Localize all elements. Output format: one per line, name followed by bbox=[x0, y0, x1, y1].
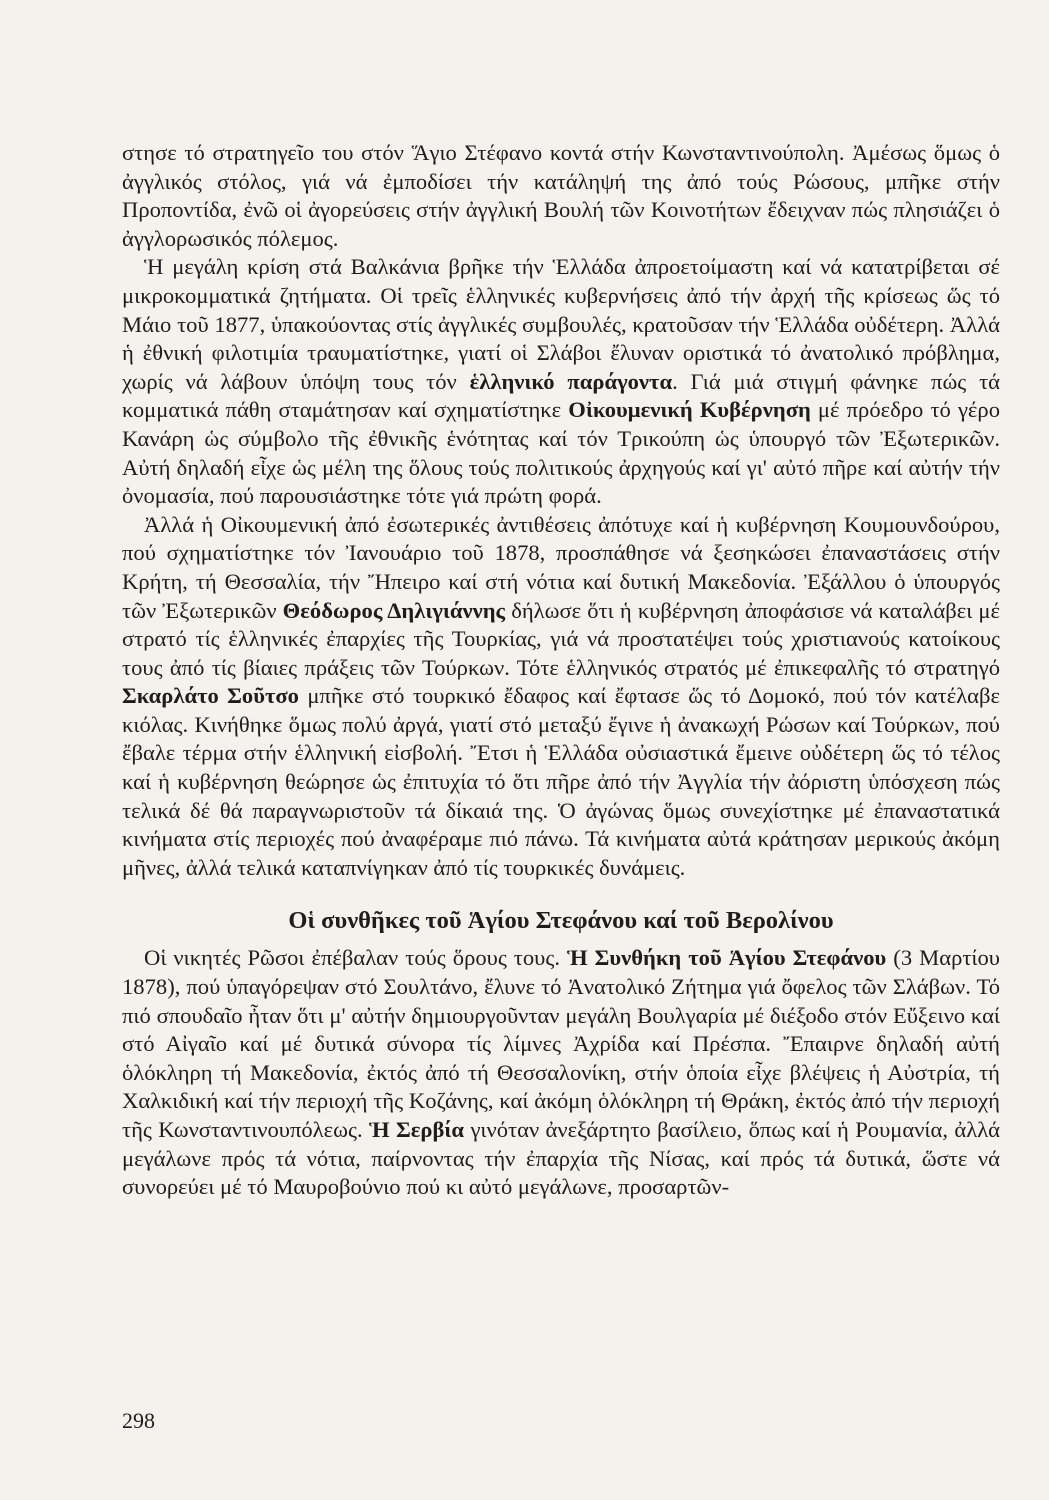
text-run: στησε τό στρατηγεῖο του στόν Ἅγιο Στέφανο κοντά στήν Κωνσταντινούπολη. Ἀμέσως ὅμως ὁ ἀγγλικός στόλος, γιά νά ἐμποδίσει τήν κατάληψή της ἀπό τούς Ρώσους, μπῆκε στήν Προποντίδα, ἐνῶ οἱ ἀγορεύσεις στήν ἀγγλική Βουλή τῶν Κοινοτήτων ἔδειχναν πώς πλησιάζει ὁ ἀγγλορωσικός πόλεμος. bbox=[122, 140, 1000, 251]
paragraph bbox=[122, 944, 1000, 1201]
page-number: 298 bbox=[122, 1408, 155, 1433]
text-run: Ἡ μεγάλη κρίση στά Βαλκάνια βρῆκε τήν Ἑλλάδα ἀπροετοίμαστη καί νά κατατρίβεται σέ μικροκομματικά ζητήματα. Οἱ τρεῖς ἑλληνικές κυβερνήσεις ἀπό τήν ἀρχή τῆς κρίσεως ὥς τό Μάιο τοῦ 1877, ὑπακούοντας στίς ἀγγλικές συμβουλές, κρατοῦσαν τήν Ἑλλάδα οὐδέτερη. Ἀλλά ἡ ἐθνική φιλοτιμία τραυματίστηκε, γιατί οἱ Σλάβοι ἔλυναν οριστικά τό ἀνατολικό πρόβλημα, χωρίς νά λάβουν ὑπόψη τους τόν bbox=[122, 254, 1000, 394]
bold-term: Ἡ Σερβία bbox=[369, 1117, 465, 1142]
text-run: γινόταν ἀνεξάρτητο βασίλειο, ὅπως καί ἡ Ρουμανία, ἀλλά μεγάλωνε πρός τά νότια, παίρνοντας τήν ἐπαρχία τῆς Νίσας, καί πρός τά δυτικά, ὥστε νά συνορεύει μέ τό Μαυροβούνιο πού κι αὐτό μεγάλωνε, προσαρτῶν- bbox=[122, 1117, 1000, 1200]
text-run: δήλωσε ὅτι ἡ κυβέρνηση ἀποφάσισε νά καταλάβει μέ στρατό τίς ἑλληνικές ἐπαρχίες τῆς Τουρκίας, γιά νά προστατέψει τούς χριστιανούς κατοίκους τους ἀπό τίς βίαιες πράξεις τῶν Τούρκων. Τότε ἑλληνικός στρατός μέ ἐπικεφαλῆς τό στρατηγό bbox=[122, 597, 1001, 680]
bold-term: Σκαρλάτο Σοῦτσο bbox=[122, 683, 299, 709]
bold-term: ἑλληνικό παράγοντα bbox=[469, 368, 673, 394]
text-run: μπῆκε στό τουρκικό ἔδαφος καί ἔφτασε ὥς τό Δομοκό, πού τόν κατέλαβε κιόλας. Κινήθηκε ὅμως πολύ ἀργά, γιατί στό μεταξύ ἔγινε ἡ ἀνακωχή Ρώσων καί Τούρκων, πού ἔβαλε τέρμα στήν ἑλληνική εἰσβολή. Ἔτσι ἡ Ἑλλάδα οὐσιαστικά ἔμεινε οὐδέτερη ὥς τό τέλος καί ἡ κυβέρνηση θεώρησε ὡς ἐπιτυχία τό ὅτι πῆρε ἀπό τήν Ἀγγλία τήν ἀόριστη ὑπόσχεση πώς τελικά δέ θά παραγνωριστοῦν τά δίκαιά της. Ὁ ἀγώνας ὅμως συνεχίστηκε μέ ἐπαναστατικά κινήματα στίς περιοχές πού ἀναφέραμε πιό πάνω. Τά κινήματα αὐτά κράτησαν μερικούς ἀκόμη μῆνες, ἀλλά τελικά καταπνίγηκαν ἀπό τίς τουρκικές δυνάμεις. bbox=[122, 683, 1000, 880]
text-run: (3 Μαρτίου 1878), πού ὑπαγόρεψαν στό Σουλτάνο, ἔλυνε τό Ἀνατολικό Ζήτημα γιά ὄφελος τῶν Σλάβων. Τό πιό σπουδαῖο ἦταν ὅτι μ' αὐτήν δημιουργοῦνταν μεγάλη Βουλγαρία μέ διέξοδο στόν Εὔξεινο καί στό Αἰγαῖο καί μέ δυτικά σύνορα τίς λίμνες Ἀχρίδα καί Πρέσπα. Ἔπαιρνε δηλαδή αὐτή ὁλόκληρη τή Μακεδονία, ἐκτός ἀπό τή Θεσσαλονίκη, στήν ὁποία εἶχε βλέψεις ἡ Αὐστρία, τή Χαλκιδική καί τήν περιοχή τῆς Κοζάνης, καί ἀκόμη ὁλόκληρη τή Θράκη, ἐκτός ἀπό τήν περιοχή τῆς Κωνσταντινουπόλεως. bbox=[122, 945, 1000, 1142]
paragraphs-before-heading bbox=[122, 139, 1000, 882]
paragraph bbox=[122, 139, 1000, 253]
paragraphs-after-heading bbox=[122, 944, 1000, 1201]
paragraph bbox=[122, 253, 1000, 510]
bold-term: Ἡ Συνθήκη τοῦ Ἁγίου Στεφάνου bbox=[567, 945, 887, 971]
text-run: μέ πρόεδρο τό γέρο Κανάρη ὡς σύμβολο τῆς ἐθνικῆς ἑνότητας καί τόν Τρικούπη ὡς ὑπουργό τῶν Ἐξωτερικῶν. Αὐτή δηλαδή εἶχε ὡς μέλη της ὅλους τούς πολιτικούς ἀρχηγούς καί γι' αὐτό πῆρε καί αὐτήν τήν ὀνομασία, πού παρουσιάστηκε τότε γιά πρώτη φορά. bbox=[122, 397, 1000, 509]
section-heading: Οἱ συνθῆκες τοῦ Ἁγίου Στεφάνου καί τοῦ Βερολίνου bbox=[288, 907, 834, 935]
paragraph bbox=[122, 511, 1000, 883]
text-run: Οἱ νικητές Ρῶσοι ἐπέβαλαν τούς ὅρους τους. bbox=[144, 945, 567, 971]
bold-term: Οἰκουμενική Κυβέρνηση bbox=[568, 397, 811, 423]
text-run: . Γιά μιά στιγμή φάνηκε πώς τά κομματικά πάθη σταμάτησαν καί σχηματίστηκε bbox=[122, 368, 1000, 423]
body-text bbox=[122, 139, 1000, 1202]
bold-term: Θεόδωρος Δηλιγιάννης bbox=[282, 597, 506, 623]
text-run: Ἀλλά ἡ Οἰκουμενική ἀπό ἐσωτερικές ἀντιθέσεις ἀπότυχε καί ἡ κυβέρνηση Κουμουνδούρου, πού σχηματίστηκε τόν Ἰανουάριο τοῦ 1878, προσπάθησε νά ξεσηκώσει ἐπαναστάσεις στήν Κρήτη, τή Θεσσαλία, τήν Ἤπειρο καί στή νότια καί δυτική Μακεδονία. Ἐξάλλου ὁ ὑπουργός τῶν Ἐξωτερικῶν bbox=[122, 511, 1000, 623]
